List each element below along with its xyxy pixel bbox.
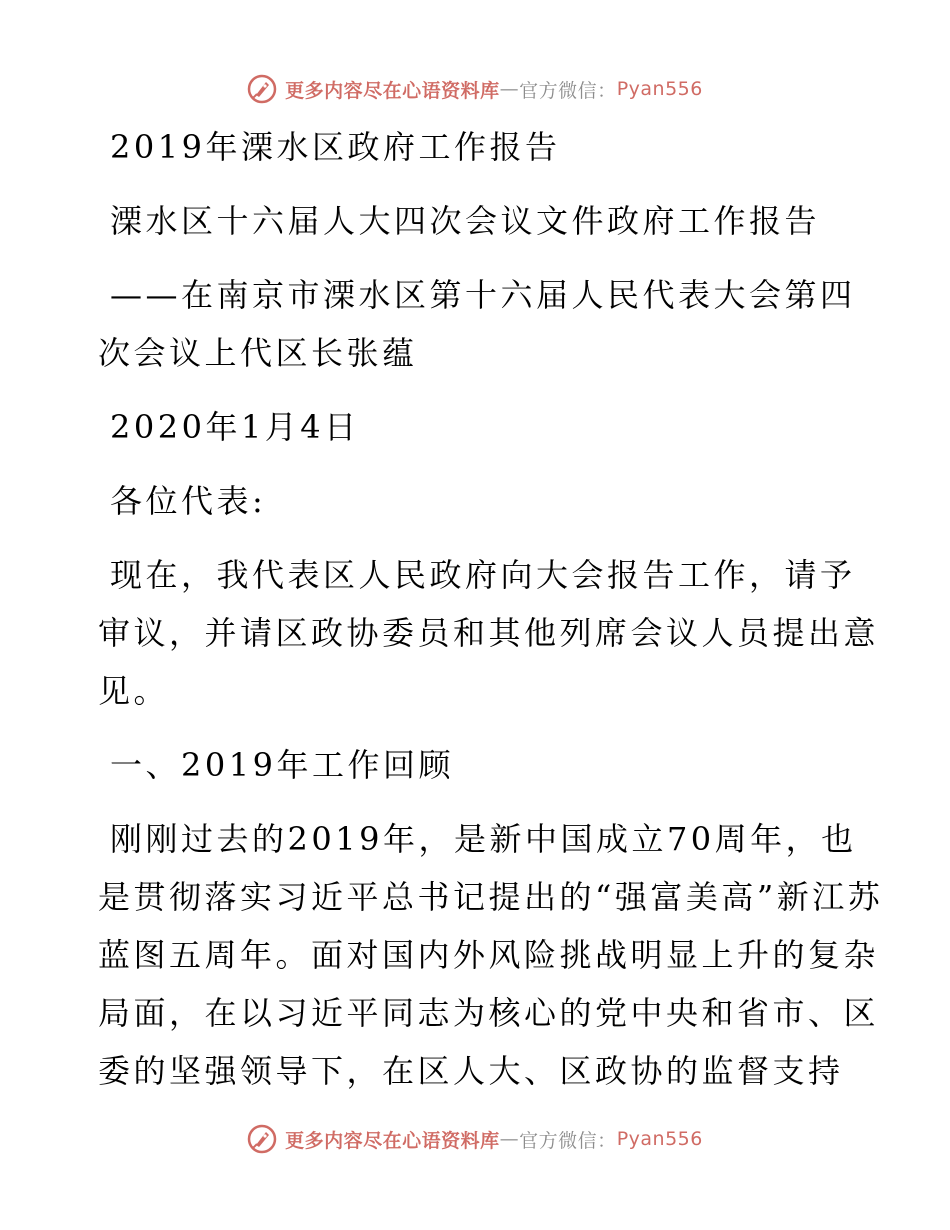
watermark-text: 更多内容尽在心语资料库 [285,1129,500,1152]
pen-nib-logo-icon [247,74,277,104]
header-watermark [0,74,950,104]
document-subtitle: 溧水区十六届人大四次会议文件政府工作报告 [110,202,821,240]
document-speaker: ——在南京市溧水区第十六届人民代表大会第四次会议上代区长张蕴 [98,276,856,372]
watermark-label: 官方微信： [519,79,617,102]
watermark-id: Pyan556 [616,1128,703,1150]
document-body [98,118,888,1100]
watermark-id: Pyan556 [616,78,703,100]
watermark-text: 更多内容尽在心语资料库 [285,79,500,102]
document-title: 2019年溧水区政府工作报告 [110,128,561,166]
document-intro: 现在，我代表区人民政府向大会报告工作，请予审议，并请区政协委员和其他列席会议人员提出意见。 [98,556,880,710]
footer-watermark [0,1124,950,1154]
document-date: 2020年1月4日 [110,408,360,446]
document-paragraph: 刚刚过去的2019年，是新中国成立70周年，也是贯彻落实习近平总书记提出的“强富美高”新江苏蓝图五周年。面对国内外风险挑战明显上升的复杂局面，在以习近平同志为核心的党中央和省市、区委的坚强领导下，在区人大、区政协的监督支持 [98,820,884,1090]
watermark-separator: — [499,1128,520,1150]
section-heading: 一、2019年工作回顾 [110,746,454,784]
watermark-separator: — [499,78,520,100]
document-salutation: 各位代表: [110,482,267,520]
watermark-label: 官方微信： [519,1129,617,1152]
pen-nib-logo-icon [247,1124,277,1154]
